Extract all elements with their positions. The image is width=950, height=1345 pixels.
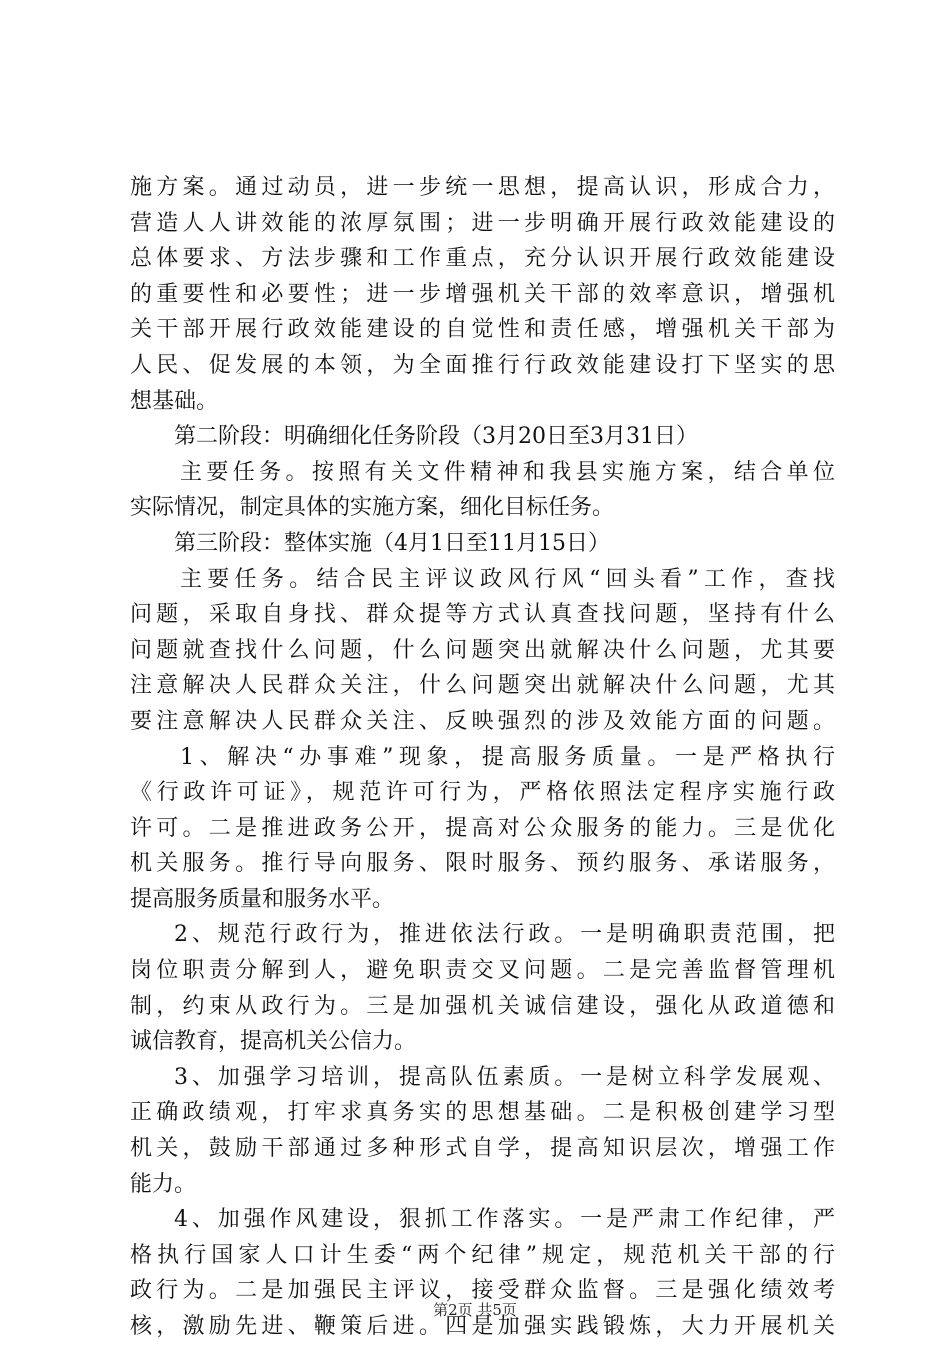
text-line: 岗位职责分解到人，避免职责交叉问题。二是完善监督管理机 — [130, 958, 835, 984]
text-line: 正确政绩观，打牢求真务实的思想基础。二是积极创建学习型 — [130, 1100, 835, 1126]
text-line: 注意解决人民群众关注，什么问题突出就解决什么问题，尤其 — [130, 673, 835, 699]
text-line: 4、加强作风建设，狠抓工作落实。一是严肃工作纪律，严 — [174, 1207, 835, 1233]
document-body — [130, 170, 835, 1345]
text-line: 主要任务。结合民主评议政风行风“回头看”工作，查找 — [180, 566, 835, 592]
text-line: 的重要性和必要性；进一步增强机关干部的效率意识，增强机 — [130, 281, 835, 307]
section-heading: 第二阶段：明确细化任务阶段（3月20日至3月31日） — [174, 424, 698, 450]
text-line: 提高服务质量和服务水平。 — [130, 886, 395, 912]
text-line: 许可。二是推进政务公开，提高对公众服务的能力。三是优化 — [130, 815, 835, 841]
text-line: 诚信教育，提高机关公信力。 — [130, 1029, 417, 1055]
text-line: 2、规范行政行为，推进依法行政。一是明确职责范围，把 — [174, 922, 835, 948]
text-line: 3、加强学习培训，提高队伍素质。一是树立科学发展观、 — [174, 1064, 835, 1090]
text-line: 要注意解决人民群众关注、反映强烈的涉及效能方面的问题。 — [130, 708, 835, 734]
text-line: 格执行国家人口计生委“两个纪律”规定，规范机关干部的行 — [130, 1242, 835, 1268]
text-line: 机关服务。推行导向服务、限时服务、预约服务、承诺服务， — [130, 851, 835, 877]
section-heading: 第三阶段：整体实施（4月1日至11月15日） — [174, 530, 610, 556]
text-line: 总体要求、方法步骤和工作重点，充分认识开展行政效能建设 — [130, 246, 835, 272]
text-line: 制，约束从政行为。三是加强机关诚信建设，强化从政道德和 — [130, 993, 835, 1019]
text-line: 主要任务。按照有关文件精神和我县实施方案，结合单位 — [180, 459, 835, 485]
text-line: 《行政许可证》，规范许可行为，严格依照法定程序实施行政 — [130, 780, 835, 806]
text-line: 人民、促发展的本领，为全面推行行政效能建设打下坚实的思 — [130, 352, 835, 378]
text-line: 机关，鼓励干部通过多种形式自学，提高知识层次，增强工作 — [130, 1136, 835, 1162]
text-line: 政行为。二是加强民主评议，接受群众监督。三是强化绩效考 — [130, 1278, 835, 1304]
text-line: 核，激励先进、鞭策后进。四是加强实践锻炼，大力开展机关 — [130, 1314, 835, 1339]
page-number-footer: 第2页 共5页 — [433, 1301, 517, 1319]
text-line: 关干部开展行政效能建设的自觉性和责任感，增强机关干部为 — [130, 317, 835, 343]
text-line: 施方案。通过动员，进一步统一思想，提高认识，形成合力， — [130, 175, 835, 200]
text-line: 问题，采取自身找、群众提等方式认真查找问题，坚持有什么 — [130, 602, 835, 628]
text-line: 想基础。 — [130, 388, 219, 414]
text-line: 1、解决“办事难”现象，提高服务质量。一是严格执行 — [180, 744, 835, 770]
text-line: 实际情况，制定具体的实施方案，细化目标任务。 — [130, 495, 615, 521]
text-line: 问题就查找什么问题，什么问题突出就解决什么问题，尤其要 — [130, 637, 835, 663]
text-line: 能力。 — [130, 1171, 197, 1197]
text-line: 营造人人讲效能的浓厚氛围；进一步明确开展行政效能建设的 — [130, 210, 835, 236]
